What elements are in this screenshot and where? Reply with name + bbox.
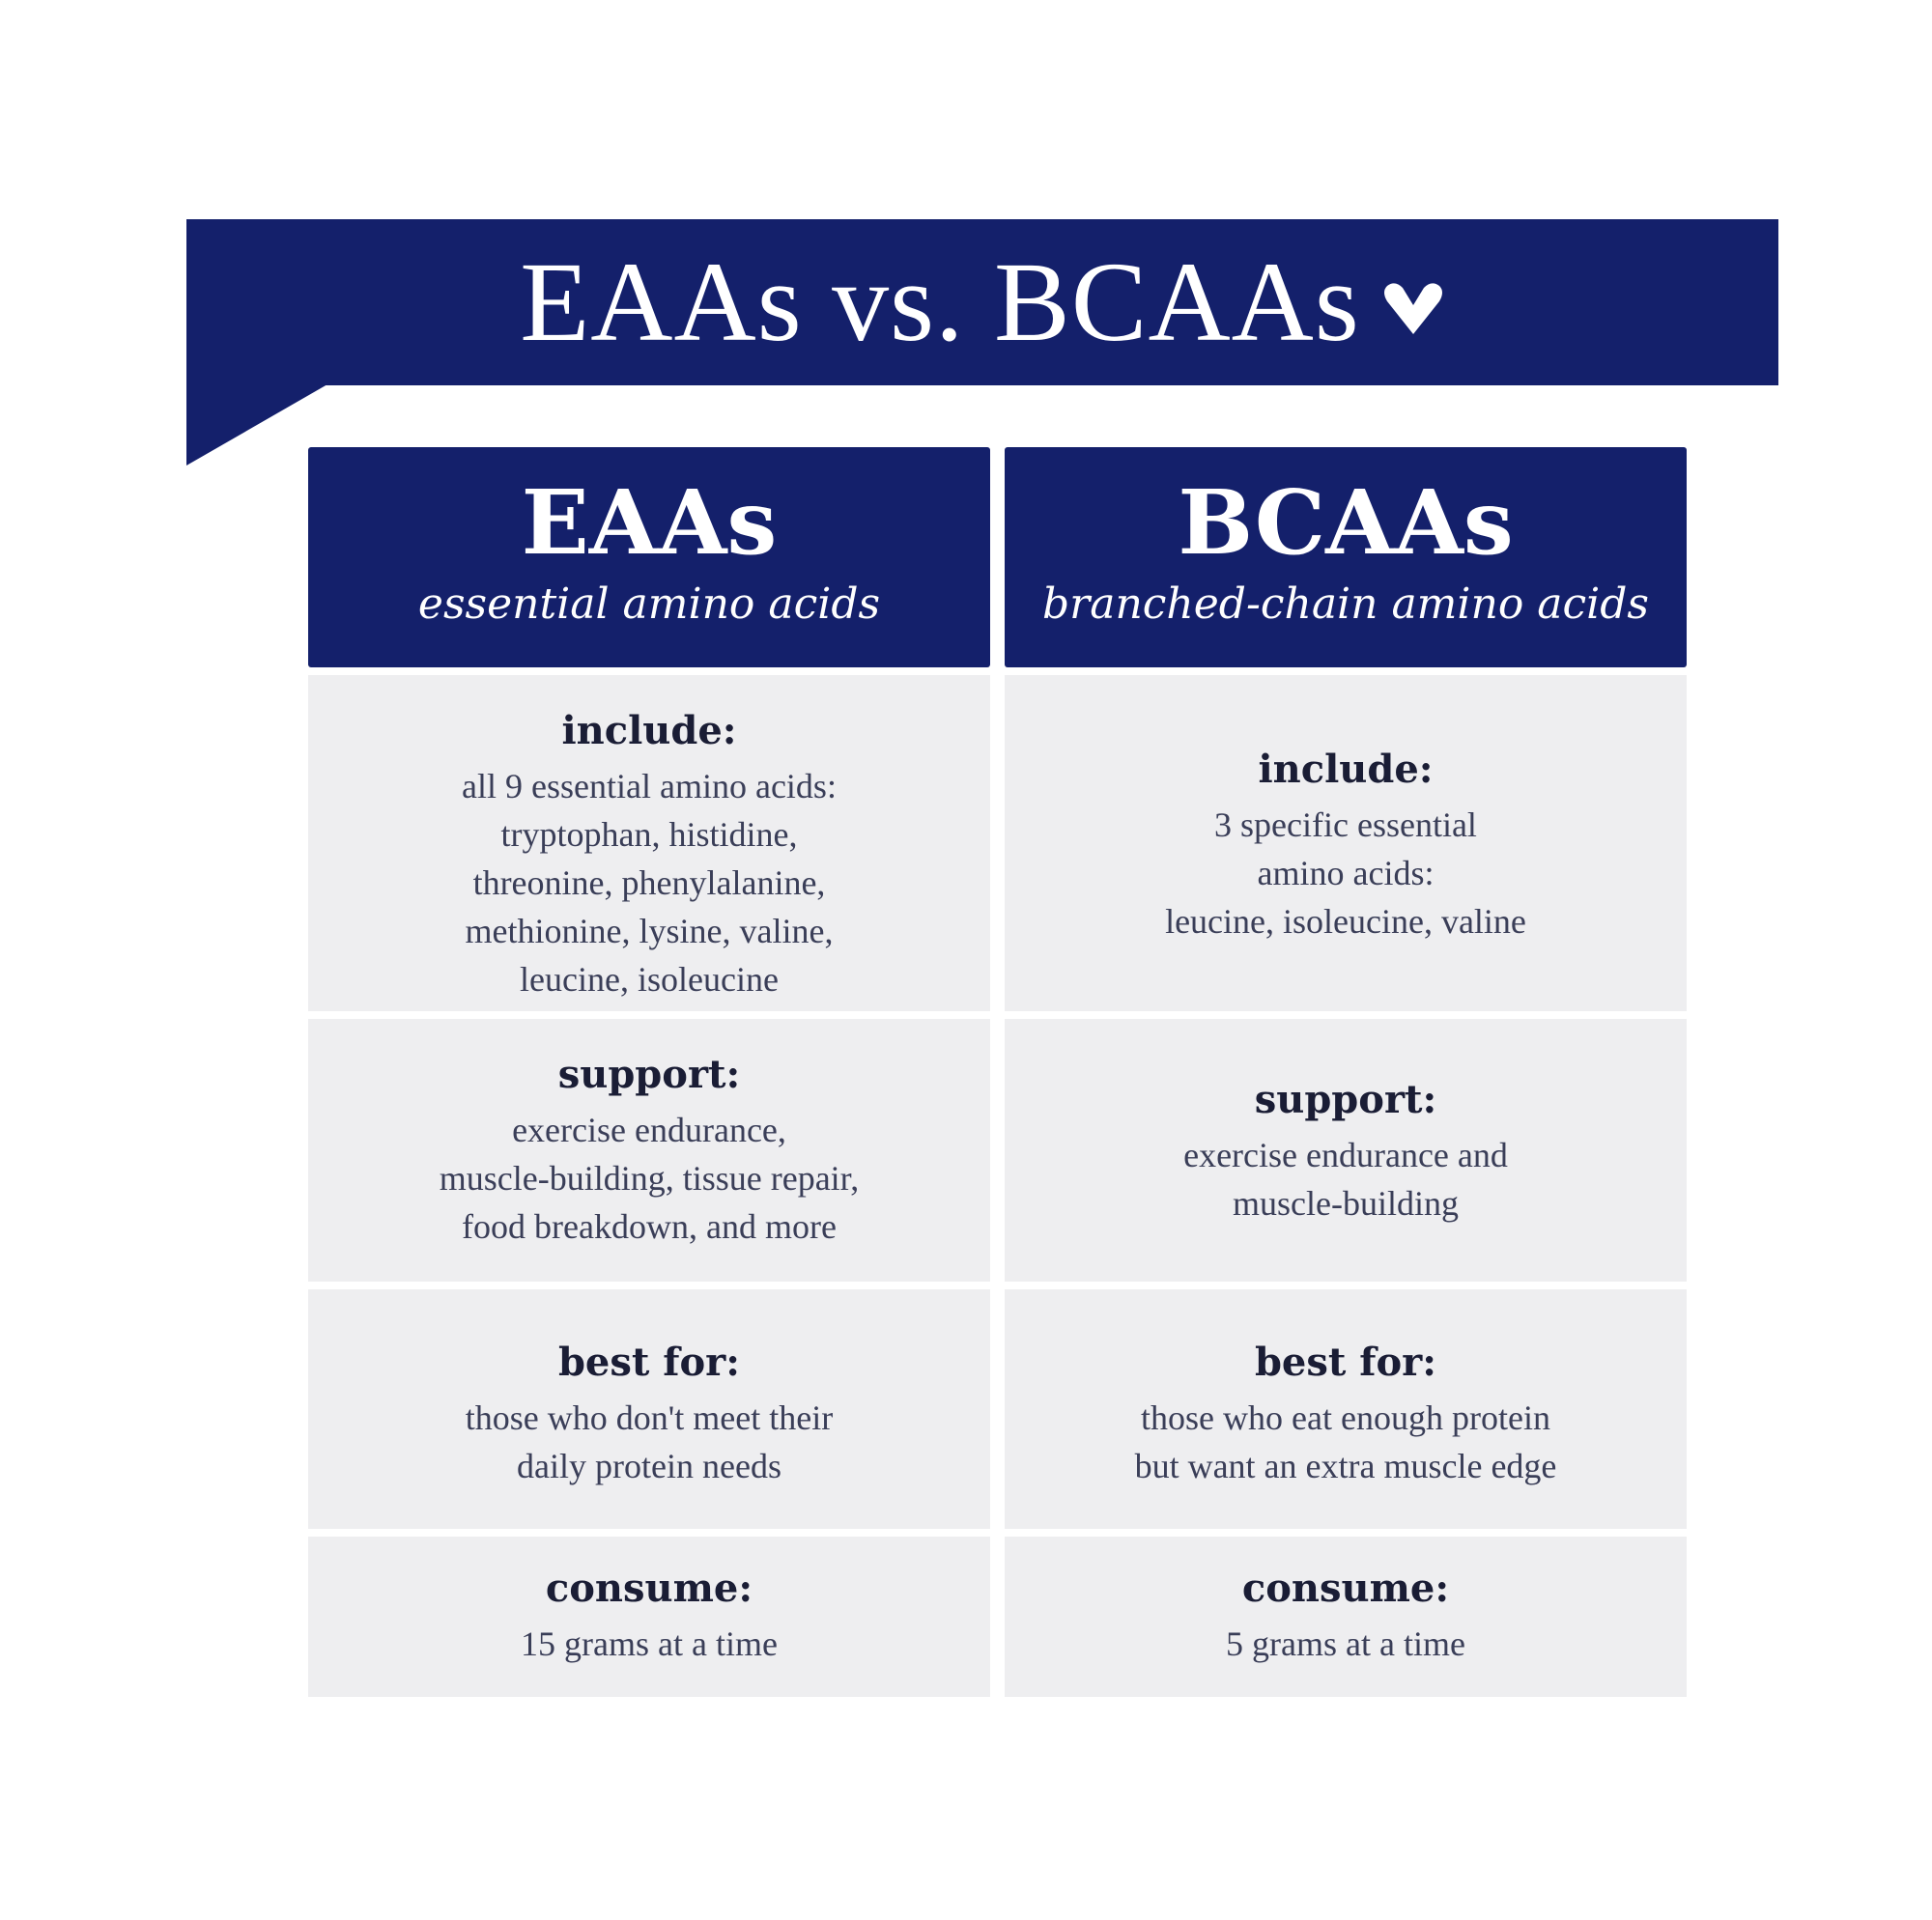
- eaas-best-for-cell: [308, 1289, 990, 1529]
- eaas-include-label: include:: [561, 708, 737, 753]
- bcaas-consume-text: 5 grams at a time: [1226, 1624, 1465, 1663]
- eaas-support-text: exercise endurance, muscle-building, tissue repair, food breakdown, and more: [439, 1111, 860, 1246]
- eaas-include-cell: [308, 675, 990, 1011]
- eaas-consume-cell: [308, 1537, 990, 1697]
- bcaas-include-cell: [1005, 675, 1687, 1011]
- bcaas-consume-label: consume:: [1241, 1566, 1450, 1611]
- title-banner: [186, 219, 1778, 385]
- heart-logo-icon: [1381, 280, 1445, 338]
- bcaas-include-text: 3 specific essential amino acids: leucine, isoleucine, valine: [1165, 805, 1526, 941]
- eaas-include-text: all 9 essential amino acids: tryptophan, histidine, threonine, phenylalanine, methionine, lysine, valine, leucine, isoleucine: [462, 767, 837, 999]
- eaas-header: [308, 447, 990, 667]
- bcaas-header: [1005, 447, 1687, 667]
- eaas-consume-text: 15 grams at a time: [521, 1624, 778, 1663]
- eaas-support-cell: [308, 1019, 990, 1282]
- eaas-best-for-text: those who don't meet their daily protein needs: [465, 1398, 834, 1485]
- page-title: [520, 239, 1445, 365]
- page-title-text: EAAs vs. BCAAs: [520, 239, 1360, 365]
- bcaas-best-for-cell: [1005, 1289, 1687, 1529]
- eaas-support-label: support:: [557, 1052, 741, 1097]
- bcaas-best-for-text: those who eat enough protein but want an extra muscle edge: [1134, 1398, 1557, 1485]
- bcaas-consume-cell: [1005, 1537, 1687, 1697]
- bcaas-support-cell: [1005, 1019, 1687, 1282]
- bcaas-best-for-label: best for:: [1254, 1340, 1437, 1385]
- eaas-best-for-label: best for:: [557, 1340, 741, 1385]
- bcaas-support-text: exercise endurance and muscle-building: [1183, 1136, 1508, 1223]
- bcaas-abbr: BCAAs: [1178, 470, 1514, 575]
- banner-tail: [186, 384, 327, 466]
- eaas-column: [308, 447, 990, 1697]
- eaas-consume-label: consume:: [545, 1566, 753, 1611]
- eaas-full-name: essential amino acids: [417, 579, 881, 630]
- bcaas-full-name: branched-chain amino acids: [1042, 579, 1649, 630]
- eaas-abbr: EAAs: [521, 470, 778, 575]
- bcaas-column: [1005, 447, 1687, 1697]
- bcaas-include-label: include:: [1258, 747, 1434, 792]
- bcaas-support-label: support:: [1254, 1077, 1437, 1122]
